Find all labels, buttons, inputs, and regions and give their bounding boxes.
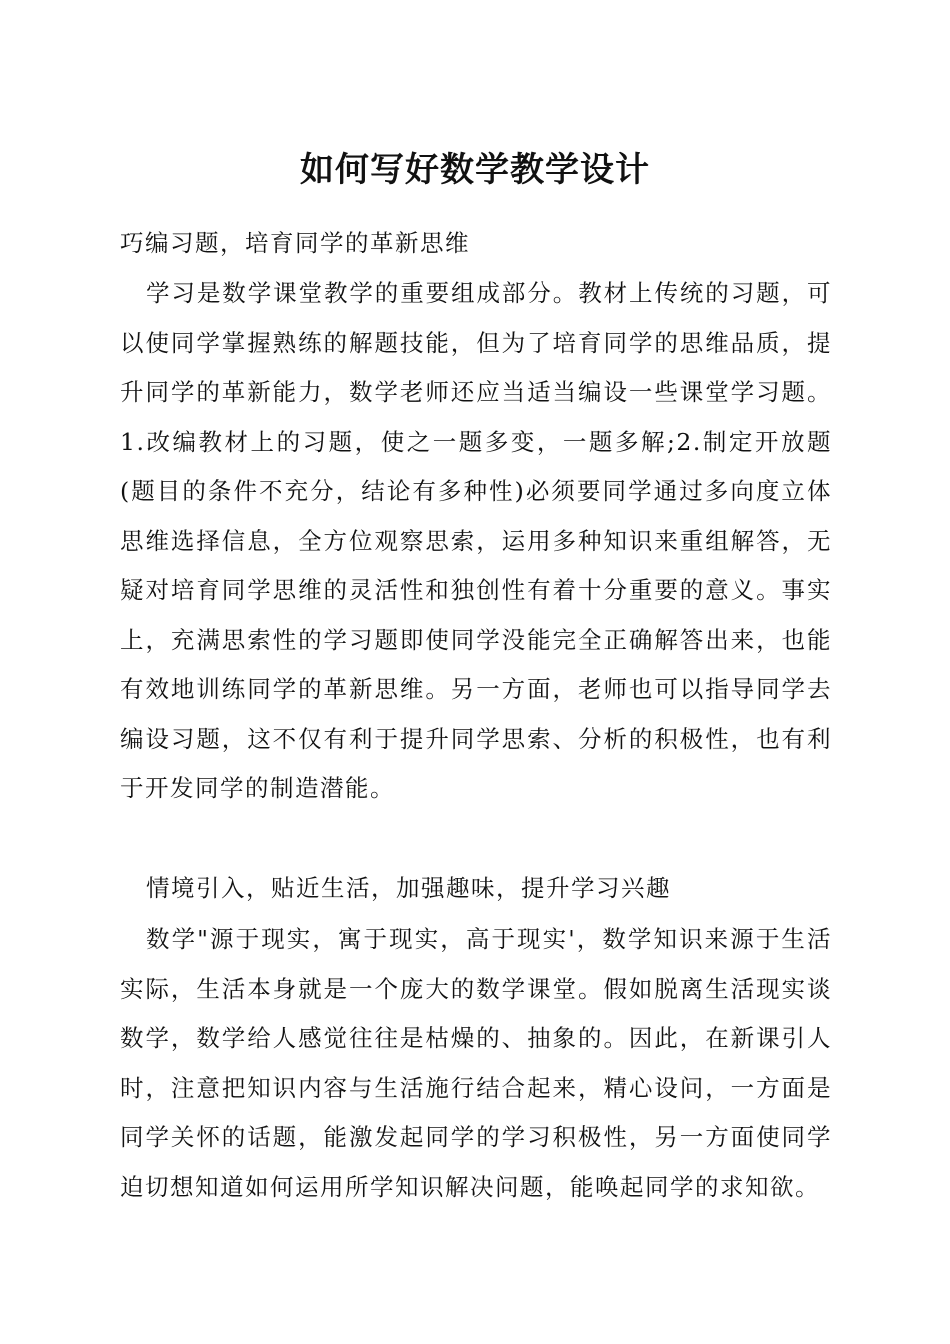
section-body-2: 数学"源于现实，寓于现实，高于现实'，数学知识来源于生活实际，生活本身就是一个庞大的数学课堂。假如脱离生活现实谈数学，数学给人感觉往往是枯燥的、抽象的。因此，在新课引人时，注意把知识内容与生活施行结合起来，精心设问，一方面是同学关怀的话题，能激发起同学的学习积极性，另一方面使同学迫切想知道如何运用所学知识解决问题，能唤起同学的求知欲。 <box>120 925 832 1201</box>
section-heading-2: 情境引入，贴近生活，加强趣味，提升学习兴趣 <box>146 874 671 902</box>
document-title: 如何写好数学教学设计 <box>300 150 650 190</box>
section-heading-1: 巧编习题，培育同学的革新思维 <box>120 229 470 257</box>
section-body-1: 学习是数学课堂教学的重要组成部分。教材上传统的习题，可以使同学掌握熟练的解题技能，但为了培育同学的思维品质，提升同学的革新能力，数学老师还应当适当编设一些课堂学习题。1.改编教材上的习题，使之一题多变，一题多解;2.制定开放题(题目的条件不充分，结论有多种性)必须要同学通过多向度立体思维选择信息，全方位观察思索，运用多种知识来重组解答，无疑对培育同学思维的灵活性和独创性有着十分重要的意义。事实上，充满思索性的学习题即使同学没能完全正确解答出来，也能有效地训练同学的革新思维。另一方面，老师也可以指导同学去编设习题，这不仅有利于提升同学思索、分析的积极性，也有利于开发同学的制造潜能。 <box>120 279 832 802</box>
